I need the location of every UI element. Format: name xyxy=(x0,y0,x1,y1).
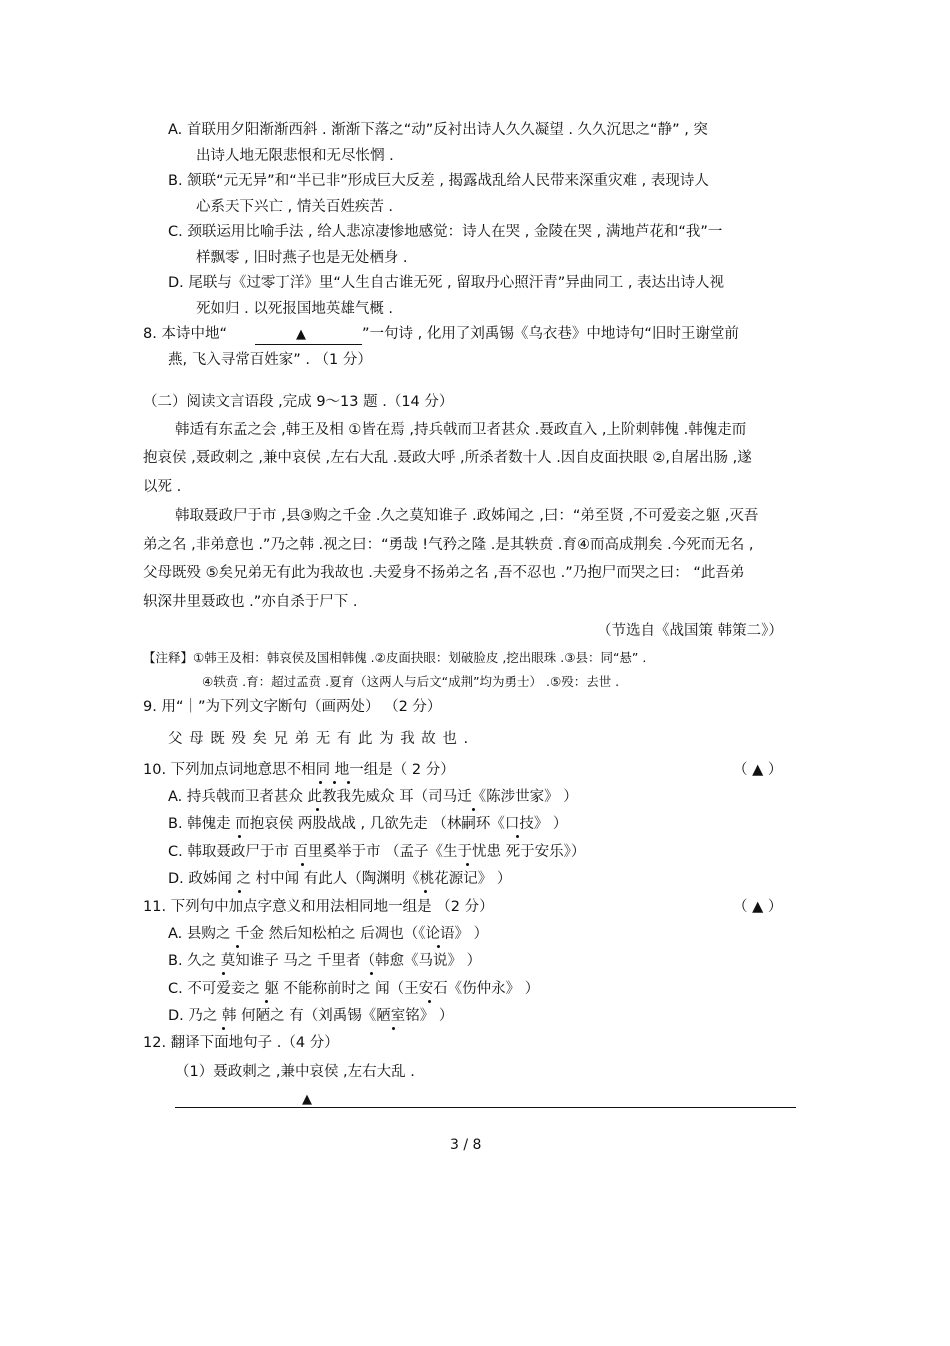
q12-sentence-1: （1）聂政刺之 ,兼中哀侯 ,左右大乱 . xyxy=(175,1064,415,1080)
q7-option-a-line1: A. 首联用夕阳渐渐西斜 . 渐渐下落之“动”反衬出诗人久久凝望 . 久久沉思之“静” , 突 xyxy=(168,122,708,138)
emphasis-dot xyxy=(424,890,427,893)
q12-answer-mark: ▲ xyxy=(302,1092,312,1107)
q11-option-b: B. 久之 莫知谁子 马之 千里者（韩愈《马说》 ） xyxy=(168,953,482,969)
passage-p2-line2: 弟之名 ,非弟意也 .”乃之韩 .视之曰：“勇哉 !气矜之隆 .是其轶贲 .育④而高成荆矣 .今死而无名 , xyxy=(143,537,754,553)
q11-option-a: A. 县购之 千金 然后知松柏之 后凋也（《论语》 ） xyxy=(168,926,489,942)
q11-stem: 11. 下列句中加点字意义和用法相同地一组是 （2 分） xyxy=(143,899,494,915)
passage-p1-line3: 以死 . xyxy=(143,479,182,495)
q9-text: 父 母 既 殁 矣 兄 弟 无 有 此 为 我 故 也 . xyxy=(168,731,470,747)
emphasis-dot xyxy=(265,1000,268,1003)
emphasis-dot xyxy=(428,1000,431,1003)
q10-stem: 10. 下列加点词地意思不相同 地一组是（ 2 分） xyxy=(143,762,455,778)
emphasis-dot xyxy=(472,808,475,811)
passage-p2-line1: 韩取聂政尸于市 ,县③购之千金 .久之莫知谁子 .政姊闻之 ,曰：“弟至贤 ,不可爱妾之躯 ,灭吾 xyxy=(175,508,759,524)
emphasis-dot xyxy=(516,835,519,838)
q10-option-d: D. 政姊闻 之 村中闻 有此人（陶渊明《桃花源记》 ） xyxy=(168,871,512,887)
q10-option-b: B. 韩傀走 而抱哀侯 两股战战 , 几欲先走 （林嗣环《口技》 ） xyxy=(168,816,568,832)
q12-answer-line[interactable] xyxy=(175,1107,796,1108)
emphasis-dot xyxy=(370,972,373,975)
q7-option-d-line2: 死如归 . 以死报国地英雄气概 . xyxy=(196,301,394,317)
emphasis-dot xyxy=(238,835,241,838)
q12-stem: 12. 翻译下面地句子 .（4 分） xyxy=(143,1035,339,1051)
q7-option-d-line1: D. 尾联与《过零丁洋》里“人生自古谁无死 , 留取丹心照汗青”异曲同工 , 表达出诗人视 xyxy=(168,275,725,291)
q7-option-c-line1: C. 颈联运用比喻手法 , 给人悲凉凄惨地感觉：诗人在哭 , 金陵在哭 , 满地芦花和“我”一 xyxy=(168,224,723,240)
emphasis-dot xyxy=(392,1027,395,1030)
passage-source: （节选自《战国策 韩策二》） xyxy=(597,623,783,639)
q8-answer-mark: ▲ xyxy=(296,327,306,342)
emphasis-dot xyxy=(319,781,322,784)
q8-stem-start: 8. 本诗中地“ xyxy=(143,326,227,342)
q7-option-b-line1: B. 颔联“元无异”和“半已非”形成巨大反差 , 揭露战乱给人民带来深重灾难 , 表现诗人 xyxy=(168,173,709,189)
passage-p1-line1: 韩适有东孟之会 ,韩王及相 ①皆在焉 ,持兵戟而卫者甚众 .聂政直入 ,上阶刺韩傀 .韩傀走而 xyxy=(175,422,747,438)
emphasis-dot xyxy=(466,863,469,866)
passage-note-line2: ④轶贲 .育：超过孟贲 .夏育（这两人与后文“成荆”均为勇士） .⑤殁：去世 . xyxy=(202,674,620,689)
q10-answer-box[interactable]: （ ▲ ） xyxy=(733,762,783,778)
q7-option-b-line2: 心系天下兴亡 , 情关百姓疾苦 . xyxy=(196,199,394,215)
emphasis-dot xyxy=(301,863,304,866)
passage-p2-line3: 父母既殁 ⑤矣兄弟无有此为我故也 .夫爱身不扬弟之名 ,吾不忍也 .”乃抱尸而哭之曰： “此吾弟 xyxy=(143,565,745,581)
page-number: 3 / 8 xyxy=(450,1137,482,1153)
q8-answer-blank[interactable] xyxy=(255,344,362,345)
emphasis-dot xyxy=(347,781,350,784)
emphasis-dot xyxy=(333,781,336,784)
passage-p1-line2: 抱哀侯 ,聂政刺之 ,兼中哀侯 ,左右大乱 .聂政大呼 ,所杀者数十人 .因自皮面抉眼 ②,自屠出肠 ,遂 xyxy=(143,450,752,466)
q9-stem: 9. 用“｜”为下列文字断句（画两处） （2 分） xyxy=(143,699,442,715)
q10-option-c: C. 韩取聂政尸于市 百里奚举于市 （孟子《生于忧患 死于安乐》） xyxy=(168,844,586,860)
passage-note-line1: 【注释】①韩王及相：韩哀侯及国相韩傀 .②皮面抉眼：划破脸皮 ,挖出眼珠 .③县：同“悬” . xyxy=(143,650,647,665)
emphasis-dot xyxy=(238,890,241,893)
q8-stem-end: ”一句诗 , 化用了刘禹锡《乌衣巷》中地诗句“旧时王谢堂前 xyxy=(362,326,739,342)
emphasis-dot xyxy=(222,1027,225,1030)
q10-option-a: A. 持兵戟而卫者甚众 此教我先威众 耳（司马迁《陈涉世家》 ） xyxy=(168,789,578,805)
q11-answer-box[interactable]: （ ▲ ） xyxy=(733,899,783,915)
q11-option-d: D. 乃之 韩 何陋之 有（刘禹锡《陋室铭》 ） xyxy=(168,1008,454,1024)
emphasis-dot xyxy=(437,945,440,948)
q8-stem-line2: 燕, 飞入寻常百姓家” . （1 分） xyxy=(168,352,372,368)
q7-option-c-line2: 样飘零 , 旧时燕子也是无处栖身 . xyxy=(196,250,408,266)
q11-option-c: C. 不可爱妾之 躯 不能称前时之 闻（王安石《伤仲永》 ） xyxy=(168,981,540,997)
q7-option-a-line2: 出诗人地无限悲恨和无尽怅惘 . xyxy=(196,148,394,164)
section-2-title: （二）阅读文言语段 ,完成 9～13 题 .（14 分） xyxy=(143,394,454,410)
passage-p2-line4: 轵深井里聂政也 .”亦自杀于尸下 . xyxy=(143,594,358,610)
emphasis-dot xyxy=(236,945,239,948)
emphasis-dot xyxy=(222,972,225,975)
emphasis-dot xyxy=(316,808,319,811)
